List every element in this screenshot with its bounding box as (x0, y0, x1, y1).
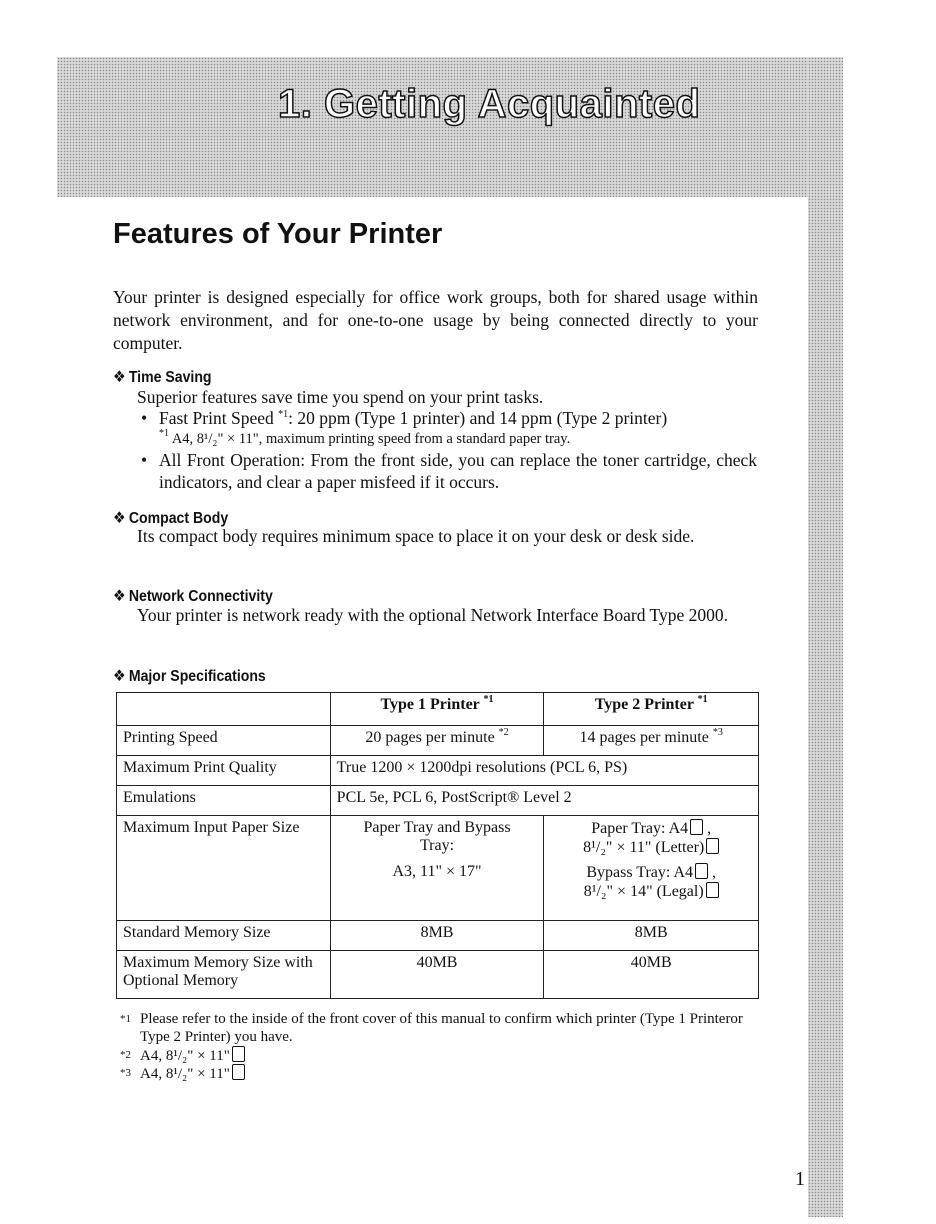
table-row (117, 693, 759, 726)
paper-orientation-icon (706, 882, 719, 898)
footnote-mark: *1 (159, 428, 169, 439)
table-corner-cell (117, 693, 331, 726)
page-number: 1 (795, 1168, 805, 1190)
table-cell: True 1200 × 1200dpi resolutions (PCL 6, PS) (330, 756, 758, 786)
table-cell: PCL 5e, PCL 6, PostScript® Level 2 (330, 786, 758, 816)
paper-orientation-icon (706, 838, 719, 854)
row-label: Maximum Input Paper Size (117, 816, 331, 921)
table-cell: 14 pages per minute $^{*3}$ (544, 726, 759, 756)
table-cell: Paper Tray: A4 , 8¹/₂" × 11" (Letter) Bypass Tray: A4 , 8¹/₂" × 14" (Legal) (544, 816, 759, 921)
table-row (117, 816, 759, 921)
paper-orientation-icon (232, 1046, 245, 1062)
section-title: Features of Your Printer (113, 218, 443, 250)
table-row (117, 951, 759, 999)
table-cell: Paper Tray and Bypass Tray: A3, 11" × 17" (330, 816, 544, 921)
footnote-text: Please refer to the inside of the front cover of this manual to confirm which printer (Type 1 Printeror Type 2 Printer) you have. (140, 1011, 743, 1045)
paper-orientation-icon (695, 863, 708, 879)
time-saving-text: Superior features save time you spend on your print tasks. (137, 387, 544, 407)
specifications-table (116, 692, 759, 999)
time-saving-heading-text: Time Saving (128, 369, 212, 386)
column-header-type1: Type 1 Printer $^{*1}$ (330, 693, 544, 726)
column-header-type2: Type 2 Printer $^{*1}$ (544, 693, 759, 726)
bullet-lead: Fast Print Speed (159, 408, 274, 428)
paper-orientation-icon (232, 1064, 245, 1080)
footnote-text: A4, 8¹/₂" × 11" (140, 1066, 230, 1082)
side-tab-band (808, 57, 843, 1217)
footnote-mark: *3 (120, 1067, 131, 1079)
compact-body-text: Its compact body requires minimum space to place it on your desk or desk side. (137, 526, 695, 546)
bullet-rest: : 20 ppm (Type 1 printer) and 14 ppm (Type 2 printer) (288, 408, 668, 428)
footnote-mark: *1 (278, 409, 289, 420)
footnote-mark: *1 (120, 1013, 131, 1025)
table-row (117, 786, 759, 816)
bullet-text: All Front Operation: From the front side, you can replace the toner cartridge, check indicators, and clear a paper misfeed if it occurs. (159, 450, 757, 492)
chapter-header-band (57, 57, 843, 197)
table-cell: 40MB (330, 951, 544, 999)
footnote-1 (120, 1010, 760, 1046)
diamond-bullet-icon: ❖ (113, 510, 126, 527)
footnote-mark: *2 (120, 1049, 131, 1061)
footnote-3 (120, 1064, 245, 1083)
speed-note (137, 429, 757, 449)
network-heading (113, 586, 273, 606)
chapter-title: 1. Getting Acquainted (278, 82, 701, 126)
table-cell: 40MB (544, 951, 759, 999)
list-item: • Fast Print Speed $^{*1}$: 20 ppm (Type 1 printer) and 14 ppm (Type 2 printer) (141, 408, 668, 428)
specs-heading-text: Major Specifications (128, 668, 266, 685)
row-label: Standard Memory Size (117, 921, 331, 951)
table-row (117, 756, 759, 786)
paper-orientation-icon (690, 819, 703, 835)
footnote-text: A4, 8¹/₂" × 11" (140, 1048, 230, 1064)
time-saving-list (137, 407, 757, 493)
row-label: Maximum Memory Size with Optional Memory (117, 951, 331, 999)
table-row (117, 726, 759, 756)
footnote-2 (120, 1046, 245, 1065)
diamond-bullet-icon: ❖ (113, 369, 126, 386)
row-label: Maximum Print Quality (117, 756, 331, 786)
speed-note-text: A4, 8¹/₂" × 11", maximum printing speed from a standard paper tray. (171, 431, 571, 447)
time-saving-heading (113, 367, 212, 387)
table-row (117, 921, 759, 951)
intro-paragraph: Your printer is designed especially for office work groups, both for shared usage within network environment, and for one-to-one usage by being connected directly to your computer. (113, 287, 758, 353)
diamond-bullet-icon: ❖ (113, 588, 126, 605)
network-text: Your printer is network ready with the optional Network Interface Board Type 2000. (137, 605, 729, 625)
list-item: • All Front Operation: From the front side, you can replace the toner cartridge, check indicators, and clear a paper misfeed if it occurs. (141, 450, 757, 492)
row-label: Printing Speed (117, 726, 331, 756)
compact-body-heading-text: Compact Body (128, 510, 229, 527)
specs-heading (113, 666, 266, 686)
table-cell: 8MB (544, 921, 759, 951)
diamond-bullet-icon: ❖ (113, 668, 126, 685)
network-heading-text: Network Connectivity (128, 588, 273, 605)
row-label: Emulations (117, 786, 331, 816)
table-cell: 8MB (330, 921, 544, 951)
table-cell: 20 pages per minute $^{*2}$ (330, 726, 544, 756)
